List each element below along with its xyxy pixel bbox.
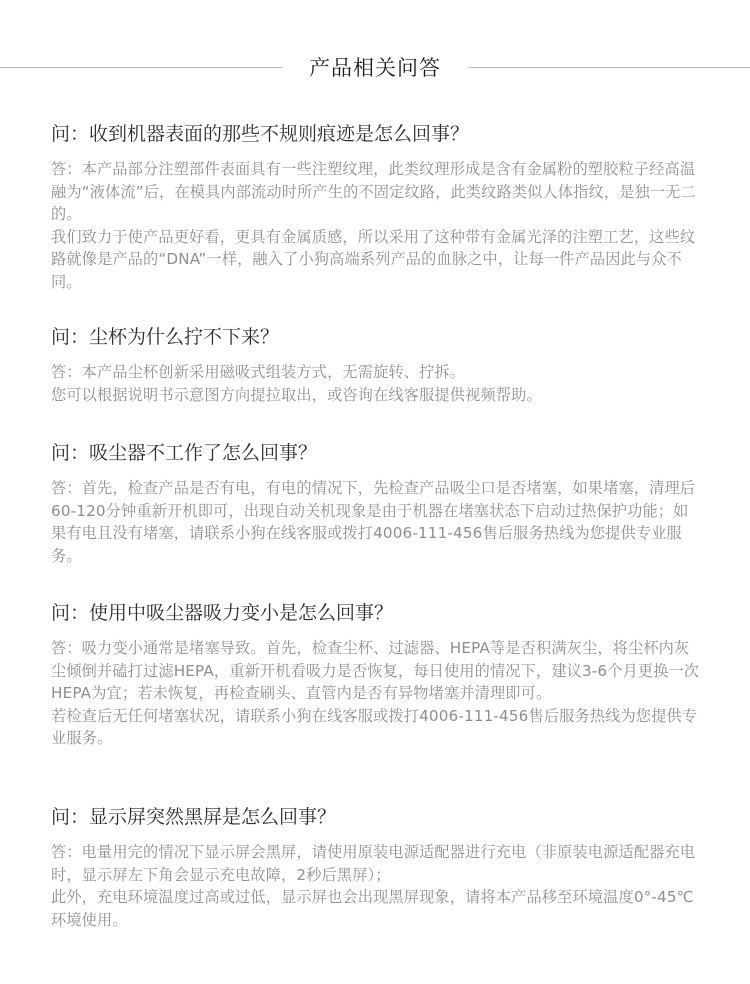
answer-paragraph: 答：首先，检查产品是否有电，有电的情况下，先检查产品吸尘口是否堵塞，如果堵塞，清理后60-120分钟重新开机即可，出现自动关机现象是由于机器在堵塞状态下启动过热保护功能；如果有电且没有堵塞，请联系小狗在线客服或拨打4006-111-456售后服务热线为您提供专业服务。 [51, 479, 696, 565]
answer-paragraph: 答：电量用完的情况下显示屏会黑屏，请使用原装电源适配器进行充电（非原装电源适配器充电时，显示屏左下角会显示充电故障，2秒后黑屏）； [51, 843, 696, 884]
faq-item-suction-weak [51, 600, 701, 750]
faq-question: 问：尘杯为什么拧不下来？ [51, 326, 280, 348]
faq-item-surface-marks [51, 121, 701, 293]
answer-paragraph: 此外，充电环境温度过高或过低，显示屏也会出现黑屏现象，请将本产品移至环境温度0°-45℃环境使用。 [51, 888, 694, 929]
faq-item-black-screen [51, 804, 701, 931]
answer-paragraph: 答：本产品部分注塑部件表面具有一些注塑纹理，此类纹理形成是含有金属粉的塑胶粒子经高温融为“液体流”后，在模具内部流动时所产生的不固定纹路，此类纹路类似人体指纹，是独一无二的。 [51, 160, 696, 223]
answer-paragraph: 我们致力于使产品更好看，更具有金属质感，所以采用了这种带有金属光泽的注塑工艺，这些纹路就像是产品的“DNA”一样，融入了小狗高端系列产品的血脉之中，让每一件产品因此与众不同。 [51, 227, 696, 291]
faq-answer [51, 361, 701, 406]
answer-paragraph: 若检查后无任何堵塞状况，请联系小狗在线客服或拨打4006-111-456售后服务热线为您提供专业服务。 [51, 706, 698, 747]
faq-question: 问：吸尘器不工作了怎么回事？ [51, 442, 318, 464]
answer-paragraph: 答：吸力变小通常是堵塞导致。首先，检查尘杯、过滤器、HEPA等是否积满灰尘，将尘杯内灰尘倾倒并磕打过滤HEPA，重新开机看吸力是否恢复，每日使用的情况下，建议3-6个月更换一次HEPA为宜；若未恢复，再检查刷头、直管内是否有异物堵塞并清理即可。 [51, 639, 700, 702]
heading-divider-right [468, 67, 750, 68]
faq-question: 问：显示屏突然黑屏是怎么回事？ [51, 806, 337, 828]
faq-question: 问：收到机器表面的那些不规则痕迹是怎么回事？ [51, 123, 470, 145]
answer-paragraph: 您可以根据说明书示意图方向提拉取出，或咨询在线客服提供视频帮助。 [51, 385, 542, 404]
faq-item-not-working [51, 440, 701, 567]
faq-question: 问：使用中吸尘器吸力变小是怎么回事？ [51, 602, 394, 624]
page-title: 产品相关问答 [309, 56, 441, 80]
faq-answer [51, 477, 701, 567]
faq-answer [51, 841, 701, 931]
faq-item-dust-cup [51, 324, 701, 406]
answer-paragraph: 答：本产品尘杯创新采用磁吸式组装方式，无需旋转、拧拆。 [51, 363, 466, 381]
section-heading [0, 48, 750, 88]
faq-answer [51, 158, 701, 293]
faq-answer [51, 637, 701, 750]
